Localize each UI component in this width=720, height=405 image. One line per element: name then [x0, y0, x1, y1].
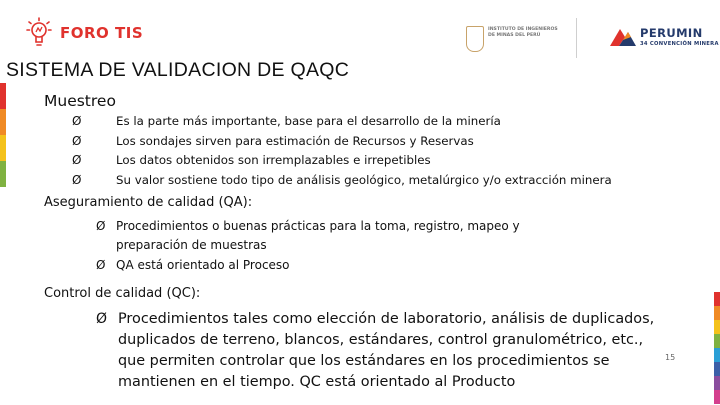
mountain-icon: [610, 26, 636, 48]
right-strip-segment: [714, 320, 720, 334]
iimp-wordmark: INSTITUTO DE INGENIEROS DE MINAS DEL PERÚ: [488, 27, 558, 38]
right-strip-segment: [714, 362, 720, 376]
qa-heading: Aseguramiento de calidad (QA):: [44, 195, 253, 210]
muestreo-heading: Muestreo: [44, 92, 116, 110]
perumin-subtitle: 34 CONVENCIÓN MINERA: [640, 41, 719, 47]
left-strip-segment: [0, 135, 6, 161]
left-strip-segment: [0, 161, 6, 187]
arrow-bullet-icon: Ø: [72, 153, 82, 167]
arrow-bullet-icon: Ø: [72, 172, 82, 187]
arrow-bullet-icon: Ø: [72, 133, 82, 148]
qc-heading: Control de calidad (QC):: [44, 286, 201, 301]
list-item: Ø Es la parte más importante, base para el desarrollo de la minería: [72, 112, 672, 132]
perumin-logo: [610, 24, 719, 54]
right-strip-segment: [714, 348, 720, 362]
list-item: Ø Los sondajes sirven para estimación de Recursos y Reservas: [72, 132, 672, 152]
arrow-bullet-icon: Ø: [96, 219, 106, 233]
qa-list: [96, 217, 556, 276]
list-item: Ø Procedimientos tales como elección de laboratorio, análisis de duplicados, duplicados de terreno, blancos, estándares, control granulométrico, etc., que permiten controlar que los estándares en los procedimientos se mantienen en el tiempo. QC está orientado al Producto: [96, 311, 655, 390]
list-item: Ø QA está orientado al Proceso: [96, 256, 556, 275]
page-number: 15: [665, 353, 676, 362]
arrow-bullet-icon: Ø: [96, 311, 108, 327]
right-color-strip: [714, 292, 720, 404]
left-strip-segment: [0, 83, 6, 109]
iimp-logo: [466, 26, 556, 54]
header-divider: [576, 18, 577, 58]
list-item: Ø Su valor sostiene todo tipo de análisis geológico, metalúrgico y/o extracción minera: [72, 171, 672, 191]
list-item: Ø Los datos obtenidos son irremplazables e irrepetibles: [72, 151, 672, 171]
right-strip-segment: [714, 306, 720, 320]
left-color-strip: [0, 83, 6, 187]
right-strip-segment: [714, 292, 720, 306]
foro-tis-logo: [26, 16, 144, 50]
qc-list: [96, 309, 671, 393]
right-strip-segment: [714, 390, 720, 404]
foro-tis-wordmark: FORO TIS: [60, 24, 144, 42]
list-item: Ø Procedimientos o buenas prácticas para la toma, registro, mapeo y preparación de muestras: [96, 219, 520, 252]
arrow-bullet-icon: Ø: [72, 114, 82, 128]
perumin-wordmark: PERUMIN: [640, 26, 703, 40]
left-strip-segment: [0, 109, 6, 135]
right-strip-segment: [714, 334, 720, 348]
arrow-bullet-icon: Ø: [96, 258, 106, 272]
page-title: SISTEMA DE VALIDACION DE QAQC: [6, 59, 350, 81]
muestreo-list: [72, 112, 672, 190]
lightbulb-icon: [26, 16, 52, 48]
shield-icon: [466, 26, 484, 52]
right-strip-segment: [714, 376, 720, 390]
